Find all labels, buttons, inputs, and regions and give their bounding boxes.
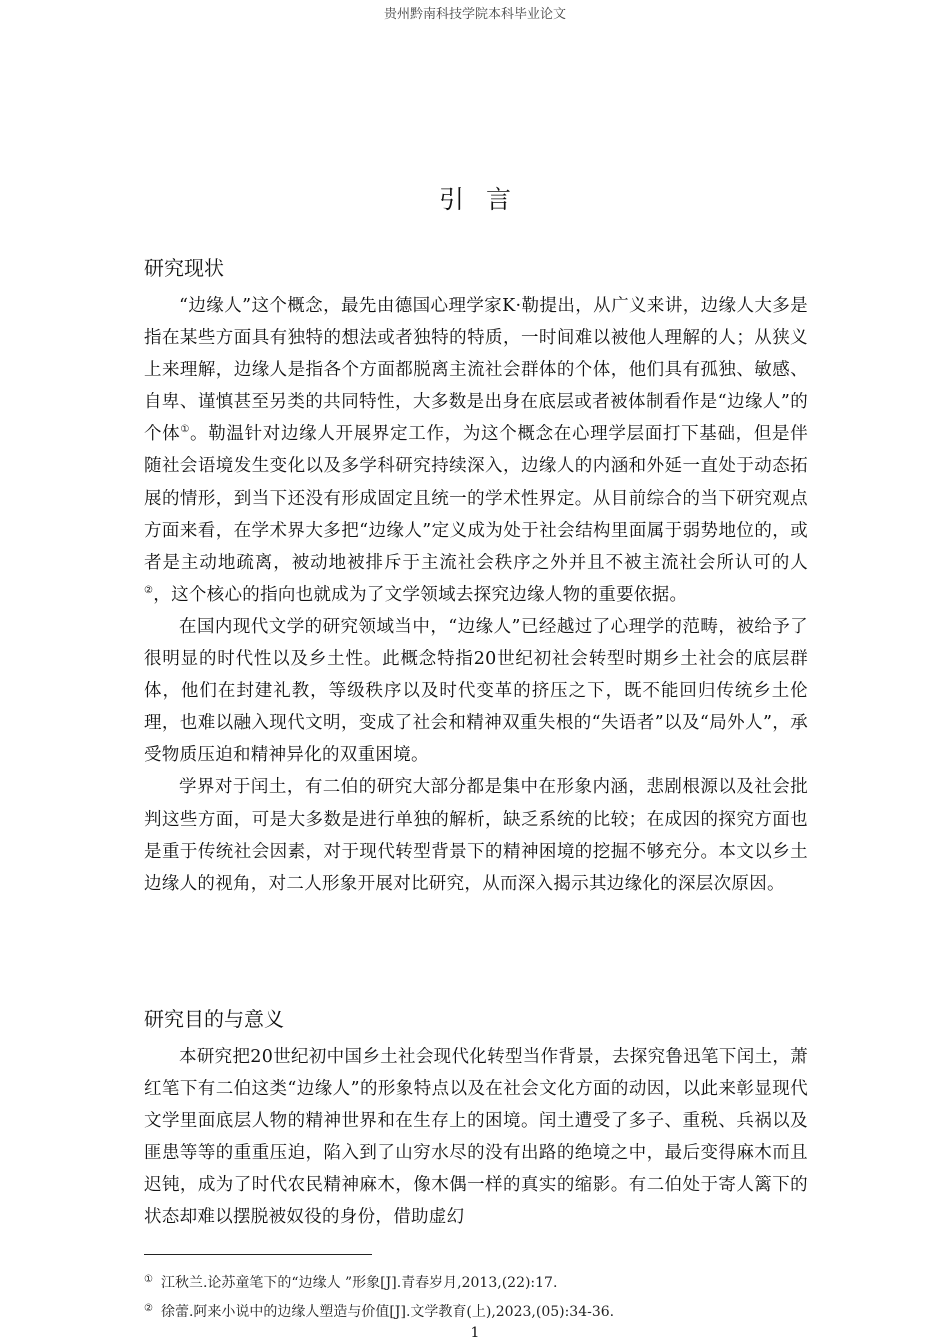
- paragraph-text: 。勒温针对边缘人开展界定工作，为这个概念在心理学层面打下基础，但是伴随社会语境发生变化以及多学科研究持续深入，边缘人的内涵和外延一直处于动态拓展的情形，到当下还没有形成固定且统一的学术性界定。从目前综合的当下研究观点方面来看，在学术界大多把“边缘人”定义成为处于社会结构里面属于弱势地位的，或者是主动地疏离，被动地被排斥于主流社会秩序之外并且不被主流社会所认可的人: [144, 424, 808, 573]
- footnote-mark: ①: [144, 1274, 153, 1285]
- section-heading-purpose-significance: 研究目的与意义: [144, 1007, 284, 1031]
- footnote-mark: ②: [144, 1303, 153, 1314]
- paragraph: [144, 290, 808, 611]
- paragraph-text: ，这个核心的指向也就成为了文学领域去探究边缘人物的重要依据。: [153, 584, 688, 605]
- footnote-2: [144, 1301, 614, 1321]
- paragraph-text: 本研究把20世纪初中国乡土社会现代化转型当作背景，去探究鲁迅笔下闰土，萧红笔下有二伯这类“边缘人”的形象特点以及在社会文化方面的动因，以此来彰显现代文学里面底层人物的精神世界和在生存上的困境。闰土遭受了多子、重税、兵祸以及匪患等等的重重压迫，陷入到了山穷水尽的没有出路的绝境之中，最后变得麻木而且迟钝，成为了时代农民精神麻木，像木偶一样的真实的缩影。有二伯处于寄人篱下的状态却难以摆脱被奴役的身份，借助虚幻: [144, 1047, 808, 1228]
- footnote-ref[interactable]: ①: [180, 424, 191, 436]
- section-body-research-status: [144, 290, 808, 900]
- footnote-ref[interactable]: ②: [144, 584, 154, 596]
- page-header: 贵州黔南科技学院本科毕业论文: [383, 7, 566, 22]
- section-heading-research-status: 研究现状: [144, 256, 224, 280]
- paragraph-text: 在国内现代文学的研究领域当中，“边缘人”已经越过了心理学的范畴，被给予了很明显的时代性以及乡土性。此概念特指20世纪初社会转型时期乡土社会的底层群体，他们在封建礼教，等级秩序以及时代变革的挤压之下，既不能回归传统乡土伦理，也难以融入现代文明，变成了社会和精神双重失根的“失语者”以及“局外人”，承受物质压迫和精神异化的双重困境。: [144, 616, 808, 766]
- paragraph: [144, 771, 808, 899]
- footnote-separator: [144, 1254, 372, 1255]
- paragraph-text: 学界对于闰土，有二伯的研究大部分都是集中在形象内涵，悲剧根源以及社会批判这些方面，可是大多数是进行单独的解析，缺乏系统的比较；在成因的探究方面也是重于传统社会因素，对于现代转型背景下的精神困境的挖掘不够充分。本文以乡土边缘人的视角，对二人形象开展对比研究，从而深入揭示其边缘化的深层次原因。: [144, 777, 808, 894]
- page-title: 引言: [438, 185, 533, 214]
- page-number: 1: [470, 1325, 480, 1341]
- paragraph: [144, 1041, 808, 1234]
- footnote-text: 徐蕾.阿来小说中的边缘人塑造与价值[J].文学教育(上),2023,(05):34-36.: [160, 1304, 615, 1320]
- section-body-purpose-significance: [144, 1041, 808, 1234]
- footnote-1: [144, 1272, 557, 1292]
- paragraph-text: “边缘人”这个概念，最先由德国心理学家K·勒提出，从广义来讲，边缘人大多是指在某些方面具有独特的想法或者独特的特质，一时间难以被他人理解的人；从狭义上来理解，边缘人是指各个方面都脱离主流社会群体的个体，他们具有孤独、敏感、自卑、谨慎甚至另类的共同特性，大多数是出身在底层或者被体制看作是“边缘人”的个体: [144, 296, 808, 445]
- footnote-text: 江秋兰.论苏童笔下的“边缘人 ”形象[J].青春岁月,2013,(22):17.: [160, 1275, 558, 1291]
- paragraph: [144, 611, 808, 771]
